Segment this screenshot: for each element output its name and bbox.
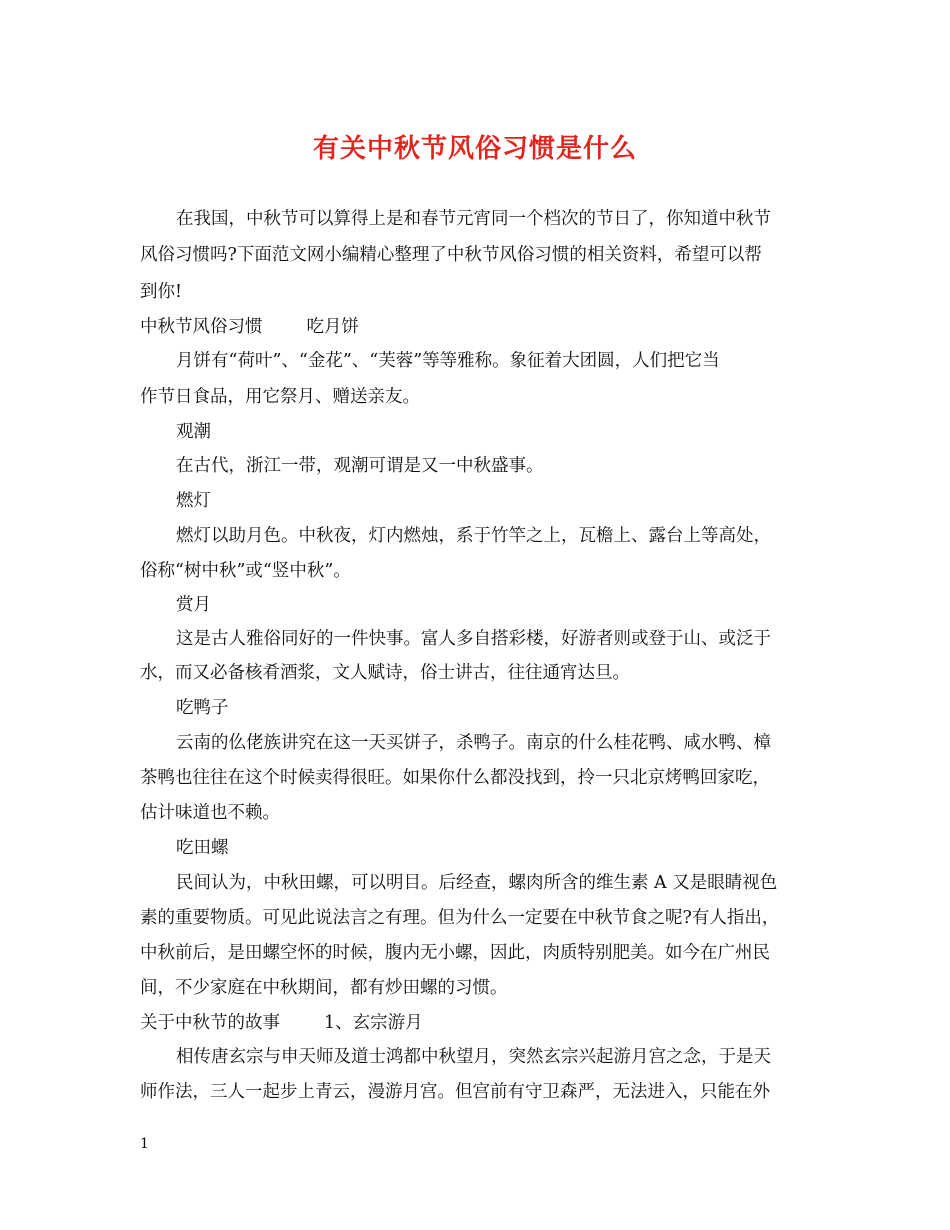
paragraph-line: 月饼有“荷叶”、“金花”、“芙蓉”等等雅称。象征着大团圆，人们把它当 <box>176 351 720 371</box>
subheading: 赏月 <box>176 595 211 615</box>
paragraph-line: 估计味道也不赖。 <box>140 803 280 823</box>
paragraph-line: 师作法，三人一起步上青云，漫游月宫。但宫前有守卫森严，无法进入，只能在外 <box>140 1082 770 1102</box>
section-heading <box>140 1011 423 1035</box>
paragraph-line: 中秋前后，是田螺空怀的时候，腹内无小螺，因此，肉质特别肥美。如今在广州民 <box>140 943 770 963</box>
paragraph-line: 云南的仫佬族讲究在这一天买饼子，杀鸭子。南京的什么桂花鸭、咸水鸭、樟 <box>176 733 771 753</box>
subheading-text: 1、玄宗游月 <box>324 1013 423 1033</box>
paragraph-line: 到你! <box>140 282 183 302</box>
subheading: 燃灯 <box>176 491 211 511</box>
section-heading-text: 中秋节风俗习惯 <box>140 317 263 337</box>
paragraph-line: 水，而又必备核肴酒浆，文人赋诗，俗士讲古，往往通宵达旦。 <box>140 663 630 683</box>
paragraph-line: 这是古人雅俗同好的一件快事。富人多自搭彩楼，好游者则或登于山、或泛于 <box>176 629 771 649</box>
section-heading-text: 关于中秋节的故事 <box>140 1013 280 1033</box>
paragraph-line: 在我国，中秋节可以算得上是和春节元宵同一个档次的节日了，你知道中秋节 <box>176 209 771 229</box>
subheading: 吃田螺 <box>176 838 229 858</box>
paragraph-line: 茶鸭也往往在这个时候卖得很旺。如果你什么都没找到，拎一只北京烤鸭回家吃， <box>140 768 770 788</box>
paragraph-line: 燃灯以助月色。中秋夜，灯内燃烛，系于竹竿之上，瓦檐上、露台上等高处， <box>176 526 771 546</box>
subheading: 观潮 <box>176 422 211 442</box>
subheading: 吃鸭子 <box>176 698 229 718</box>
paragraph-line: 作节日食品，用它祭月、赠送亲友。 <box>140 387 420 407</box>
paragraph-line: 相传唐玄宗与申天师及道士鸿都中秋望月，突然玄宗兴起游月宫之念，于是天 <box>176 1047 771 1067</box>
paragraph-line: 风俗习惯吗?下面范文网小编精心整理了中秋节风俗习惯的相关资料，希望可以帮 <box>140 245 762 265</box>
paragraph-line: 素的重要物质。可见此说法言之有理。但为什么一定要在中秋节食之呢?有人指出， <box>140 908 780 928</box>
paragraph-line: 间，不少家庭在中秋期间，都有炒田螺的习惯。 <box>140 978 508 998</box>
subheading-text: 吃月饼 <box>306 317 359 337</box>
document-title: 有关中秋节风俗习惯是什么 <box>312 134 637 164</box>
section-heading <box>140 315 359 339</box>
paragraph-line: 民间认为，中秋田螺，可以明目。后经查，螺肉所含的维生素 A 又是眼睛视色 <box>176 873 778 893</box>
paragraph-line: 俗称“树中秋”或“竖中秋”。 <box>140 561 351 581</box>
page-number: 1 <box>140 1136 149 1152</box>
paragraph-line: 在古代，浙江一带，观潮可谓是又一中秋盛事。 <box>176 456 544 476</box>
